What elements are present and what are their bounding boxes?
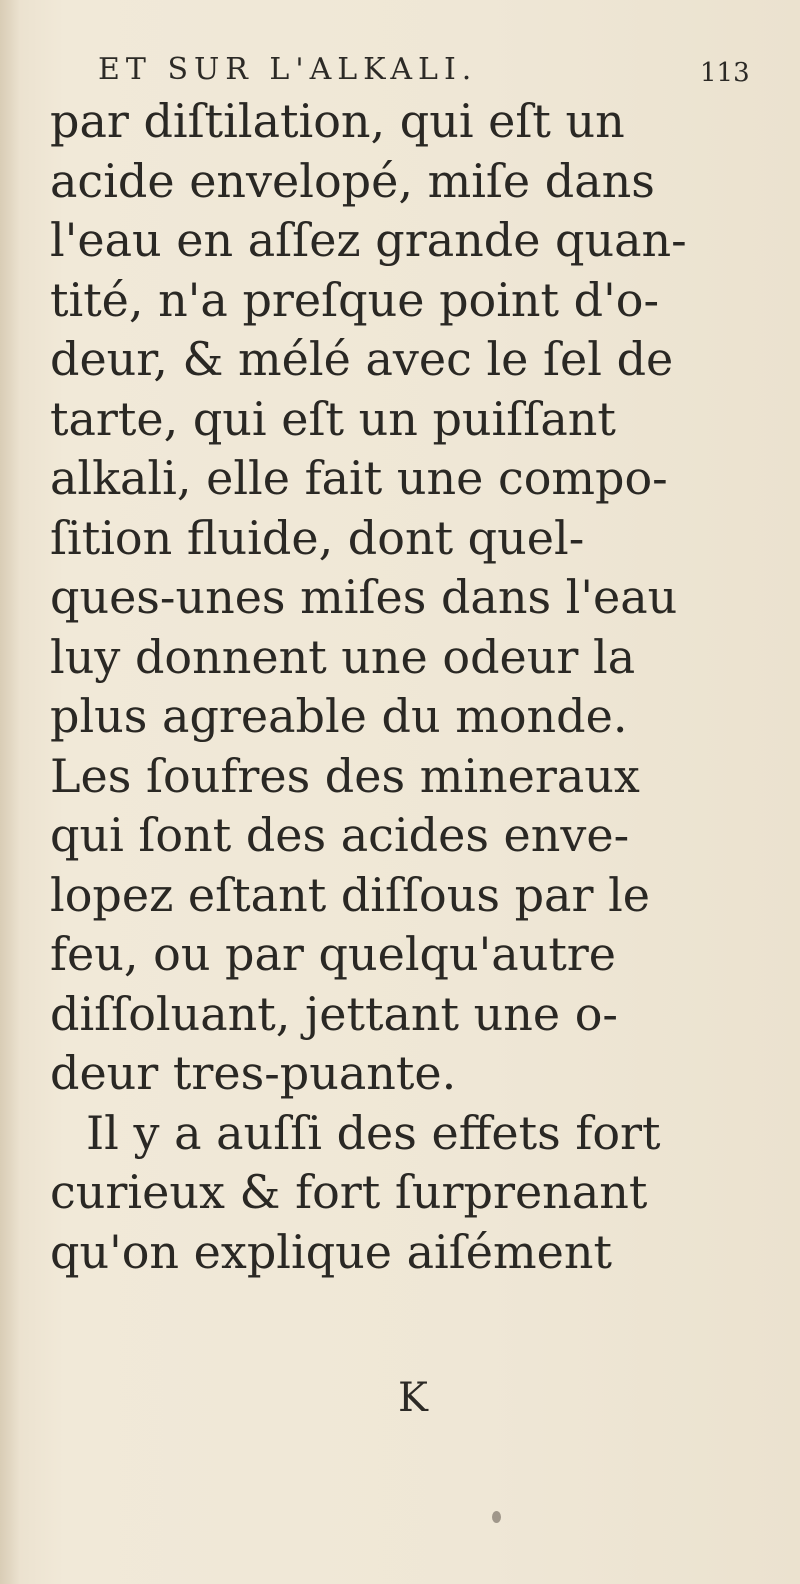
running-title: ET SUR L'ALKALI. [98, 52, 478, 87]
text-line: luy donnent une odeur la [50, 629, 636, 684]
page-edge-shadow [0, 0, 20, 1584]
running-head [88, 52, 788, 92]
body-text [50, 92, 790, 1282]
text-line: acide envelopé, miſe dans [50, 153, 655, 208]
text-line: diſſoluant, jettant une o- [50, 986, 618, 1041]
text-line: ſition fluide, dont quel- [50, 510, 585, 565]
text-line: ques-unes miſes dans l'eau [50, 570, 678, 624]
text-line: tarte, qui eſt un puiſſant [50, 391, 616, 446]
text-line: alkali, elle fait une compo- [50, 451, 668, 505]
text-line: plus agreable du monde. [50, 689, 628, 743]
paragraph-start-line: Il y a auſſi des effets fort [86, 1105, 661, 1160]
text-line: par diſtilation, qui eſt un [50, 94, 625, 148]
text-line: feu, ou par quelqu'autre [50, 927, 617, 981]
text-line: deur tres-puante. [50, 1046, 457, 1100]
signature-mark: K [398, 1375, 428, 1421]
text-line: deur, & mélé avec le ſel de [50, 332, 674, 386]
ink-spot [492, 1511, 501, 1523]
text-line: Les ſoufres des mineraux [50, 748, 640, 803]
text-line: qu'on explique aiſément [50, 1224, 612, 1279]
text-line: curieux & fort ſurprenant [50, 1165, 648, 1219]
text-line: lopez eſtant diſſous par le [50, 867, 650, 922]
text-line: l'eau en aſſez grande quan- [50, 213, 687, 267]
page-number: 113 [700, 58, 750, 88]
text-line: qui ſont des acides enve- [50, 808, 630, 862]
text-line: tité, n'a preſque point d'o- [50, 272, 659, 327]
